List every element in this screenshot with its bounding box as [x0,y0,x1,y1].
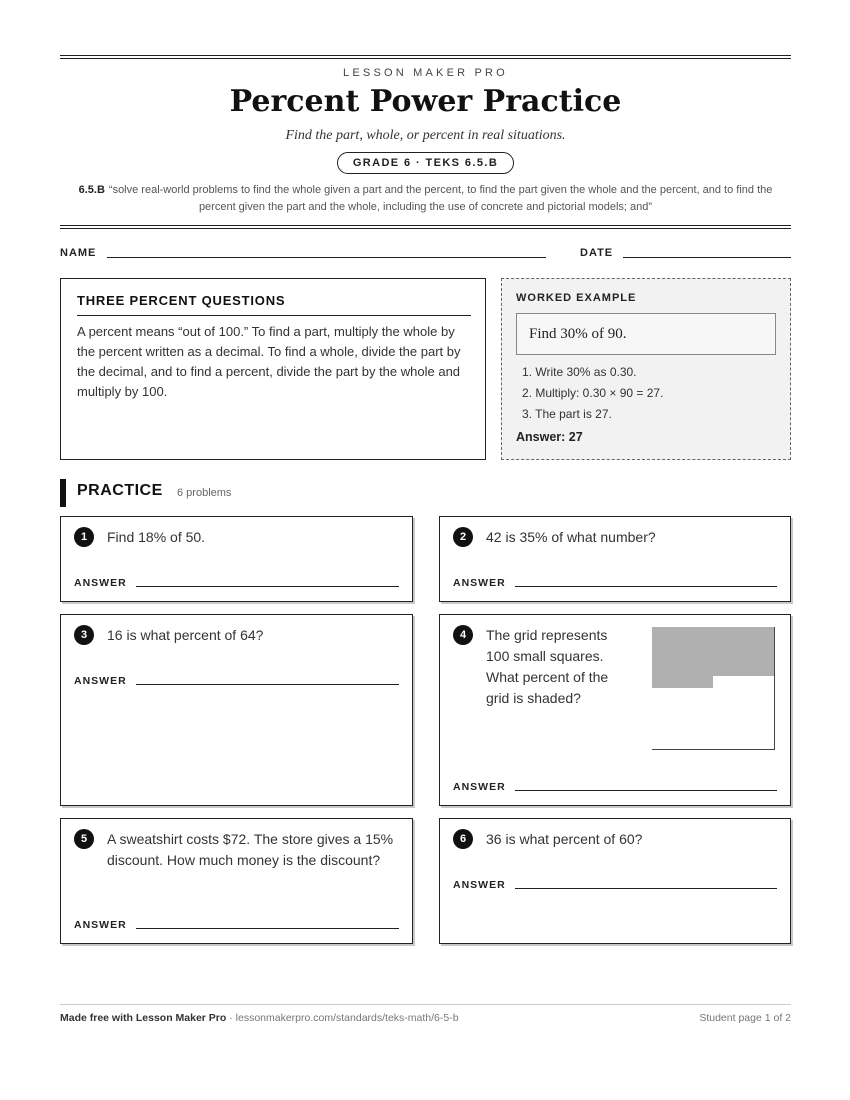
grid-cell [676,737,689,750]
problem-text: 16 is what percent of 64? [107,627,264,643]
grid-cell-shaded [762,651,775,664]
header-bottom-rule [60,225,791,229]
grid-cell-shaded [689,676,702,689]
problem-number: 6 [453,829,473,849]
grid-cell [725,712,738,725]
grid-cell-shaded [701,676,714,689]
grid-cell [725,676,738,689]
grid-cell [737,725,750,738]
hundred-grid-model [652,627,774,749]
grid-cell [701,712,714,725]
grid-cell [737,700,750,713]
standard-statement [60,182,791,216]
grid-cell-shaded [750,651,763,664]
grid-cell-shaded [676,651,689,664]
percent-questions-box [60,278,486,460]
grid-cell [689,700,702,713]
info-body: A percent means “out of 100.” To find a part, multiply the whole by the percent written as a decimal. To find a whole, divide the part by the decimal, and to find a percent, divide the part by the whole and multiply by 100. [77,324,461,399]
grid-cell [750,737,763,750]
grid-cell-shaded [676,676,689,689]
practice-count: 6 problems [177,487,232,499]
grid-cell-shaded [701,639,714,652]
grid-cell-shaded [737,664,750,677]
answer-label: ANSWER [453,879,506,891]
grid-cell-shaded [762,639,775,652]
name-field[interactable] [107,257,546,258]
problem-number: 4 [453,625,473,645]
worked-example-steps [522,362,663,425]
standard-code: 6.5.B [78,184,105,196]
grid-cell-shaded [701,651,714,664]
grid-cell [762,712,775,725]
problem-card [439,818,791,944]
grid-cell [725,737,738,750]
problem-number: 1 [74,527,94,547]
problem-card [439,614,791,806]
answer-line[interactable] [515,586,777,587]
grid-cell [676,712,689,725]
worked-example-heading: WORKED EXAMPLE [516,292,637,304]
grid-cell [725,725,738,738]
standard-text: “solve real-world problems to find the whole given a part and the percent, to find the part given the whole and the percent, and to find the percent given the part and the whole, including the use of concrete and pictorial models; and” [108,184,773,213]
grid-cell-shaded [689,651,702,664]
worked-example-box [501,278,791,460]
grid-cell [762,700,775,713]
brand-name: LESSON MAKER PRO [343,67,508,79]
practice-accent-bar [60,479,66,507]
answer-line[interactable] [136,928,399,929]
worked-step: 1. Write 30% as 0.30. [522,365,637,379]
info-heading-rule [77,315,471,316]
problem-card [60,614,413,806]
grid-cell-shaded [725,651,738,664]
grid-cell-shaded [664,651,677,664]
footer-credit [60,1012,459,1024]
answer-label: ANSWER [74,577,127,589]
problem-number: 5 [74,829,94,849]
info-heading: THREE PERCENT QUESTIONS [77,293,286,308]
grid-cell-shaded [725,639,738,652]
grid-cell [762,725,775,738]
grid-cell-shaded [676,639,689,652]
problem-text: Find 18% of 50. [107,529,206,545]
answer-label: ANSWER [74,675,127,687]
footer-page-number: Student page 1 of 2 [699,1012,791,1024]
problem-text: A sweatshirt costs $72. The store gives a 15% discount. How much money is the discount? [107,831,394,868]
date-label: DATE [580,247,614,259]
grade-badge: GRADE 6 · TEKS 6.5.B [337,152,514,174]
worksheet-title: Percent Power Practice [229,84,622,119]
grid-cell-shaded [676,664,689,677]
answer-line[interactable] [515,790,777,791]
practice-heading: PRACTICE [77,482,163,499]
date-field[interactable] [623,257,791,258]
grid-cell-shaded [750,664,763,677]
grid-cell [737,676,750,689]
worked-step: 2. Multiply: 0.30 × 90 = 27. [522,386,664,400]
grid-cell [676,725,689,738]
grid-cell [750,676,763,689]
problem-number: 2 [453,527,473,547]
grid-cell [750,712,763,725]
grid-cell-shaded [725,664,738,677]
grid-cell [750,725,763,738]
answer-label: ANSWER [453,577,506,589]
grid-cell [701,700,714,713]
worksheet-subtitle: Find the part, whole, or percent in real situations. [285,128,566,143]
grid-cell [737,737,750,750]
answer-label: ANSWER [453,781,506,793]
name-label: NAME [60,247,97,259]
problem-text: 36 is what percent of 60? [486,831,643,847]
grid-cell [725,700,738,713]
footer-link[interactable]: · lessonmakerpro.com/standards/teks-math/6-5-b [226,1012,459,1024]
grid-cell [701,737,714,750]
grid-cell [676,700,689,713]
grid-cell [664,725,677,738]
grid-cell [689,712,702,725]
grid-cell [689,725,702,738]
grid-cell [762,737,775,750]
answer-line[interactable] [136,684,399,685]
footer-rule [60,1004,791,1005]
worked-example-prompt-box [516,313,776,355]
worked-example-prompt: Find 30% of 90. [529,326,627,342]
problem-number: 3 [74,625,94,645]
problem-card [439,516,791,602]
problem-card [60,516,413,602]
grid-cell-shaded [701,664,714,677]
problem-text: The grid represents 100 small squares. What percent of the grid is shaded? [486,627,609,706]
problem-card [60,818,413,944]
grid-cell [664,737,677,750]
grid-cell-shaded [664,664,677,677]
grid-cell [664,700,677,713]
worked-example-answer: Answer: 27 [516,430,583,444]
answer-line[interactable] [515,888,777,889]
grid-cell-shaded [664,676,677,689]
top-double-rule [60,55,791,59]
grid-cell-shaded [689,639,702,652]
worked-step: 3. The part is 27. [522,407,612,421]
grid-cell-shaded [737,639,750,652]
answer-label: ANSWER [74,919,127,931]
answer-line[interactable] [136,586,399,587]
grid-cell-shaded [762,664,775,677]
grid-cell-shaded [737,651,750,664]
grid-cell [750,700,763,713]
grid-cell [664,712,677,725]
grid-cell [762,676,775,689]
problem-text: 42 is 35% of what number? [486,529,656,545]
grid-cell [689,737,702,750]
footer-brand: Made free with Lesson Maker Pro [60,1012,227,1024]
grid-cell [701,725,714,738]
grid-cell-shaded [689,664,702,677]
grid-cell-shaded [750,639,763,652]
grid-cell [737,712,750,725]
grid-cell-shaded [664,639,677,652]
